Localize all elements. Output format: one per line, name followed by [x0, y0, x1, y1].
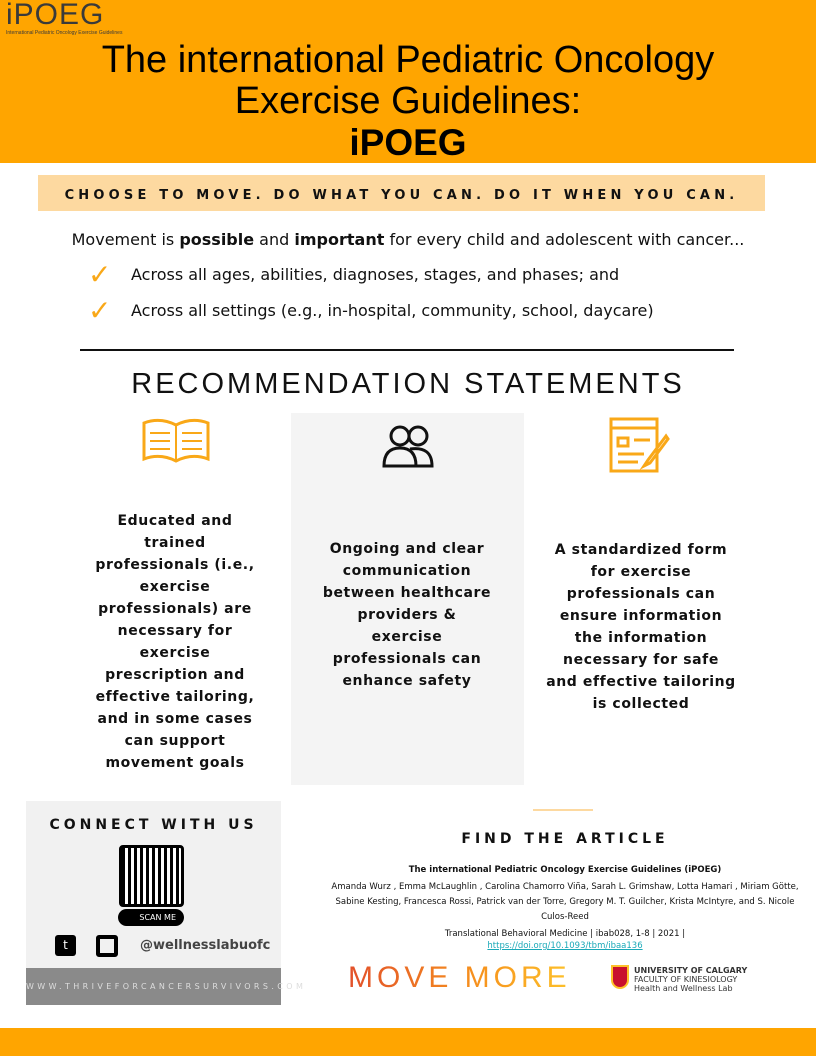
connect-heading: CONNECT WITH US	[49, 817, 258, 833]
check-item: Across all ages, abilities, diagnoses, stages, and phases; and	[131, 265, 620, 284]
check-item: Across all settings (e.g., in-hospital, community, school, daycare)	[131, 301, 654, 320]
check-icon: ✓	[88, 258, 112, 291]
check-icon: ✓	[88, 294, 112, 327]
statement-1: Educated and trained professionals (i.e., exercise professionals) are necessary for exercise prescription and effective tailoring, and in some cases can support movement goals	[95, 513, 255, 771]
intro-text: Movement is possible and important for every child and adolescent with cancer...	[71, 230, 745, 249]
book-icon	[140, 415, 212, 467]
doi-link[interactable]: https://doi.org/10.1093/tbm/ibaa136	[487, 941, 643, 951]
form-icon	[608, 416, 670, 474]
find-article-heading: FIND THE ARTICLE	[461, 831, 669, 847]
divider	[80, 349, 734, 351]
qr-code[interactable]	[119, 845, 184, 907]
statement-3: A standardized form for exercise professionals can ensure information the information necessary for safe and effective tailoring is collected	[546, 542, 736, 712]
section-heading: RECOMMENDATION STATEMENTS	[131, 368, 685, 400]
move-more-logo: MOVE MORE	[348, 961, 571, 994]
university-logo: UNIVERSITY OF CALGARY FACULTY OF KINESIOLOGY Health and Wellness Lab	[634, 966, 748, 993]
article-title: The international Pediatric Oncology Exercise Guidelines (iPOEG)	[408, 865, 722, 875]
ipoeg-logo: iPOEG International Pediatric Oncology Exercise Guidelines	[6, 0, 123, 36]
accent-line	[533, 809, 593, 811]
people-icon	[380, 422, 436, 470]
article-authors: Amanda Wurz , Emma McLaughlin , Carolina Chamorro Viña, Sarah L. Grimshaw, Lotta Hamari , Miriam Götte, Sabine Kesting, Francesca Rossi, Patrick van der Torre, Gregory M. T. Guilcher, Krista McIntyre, and S. Nicole Culos-Reed	[331, 882, 799, 922]
statement-2: Ongoing and clear communication between healthcare providers & exercise professionals can enhance safety	[322, 541, 492, 689]
article-journal: Translational Behavioral Medicine | ibab028, 1-8 | 2021 |	[444, 929, 686, 939]
tagline-band: CHOOSE TO MOVE. DO WHAT YOU CAN. DO IT WHEN YOU CAN.	[38, 175, 765, 211]
social-handle[interactable]: @wellnesslabuofc	[140, 938, 271, 953]
instagram-icon[interactable]	[96, 935, 118, 957]
scan-me-badge: SCAN ME	[118, 909, 184, 926]
website-link[interactable]: WWW.THRIVEFORCANCERSURVIVORS.COM	[26, 968, 281, 1005]
twitter-icon[interactable]: t	[55, 935, 76, 956]
page-title: The international Pediatric Oncology Exercise Guidelines: iPOEG	[101, 39, 715, 163]
university-crest-icon	[611, 965, 629, 989]
footer-bar	[0, 1028, 816, 1056]
